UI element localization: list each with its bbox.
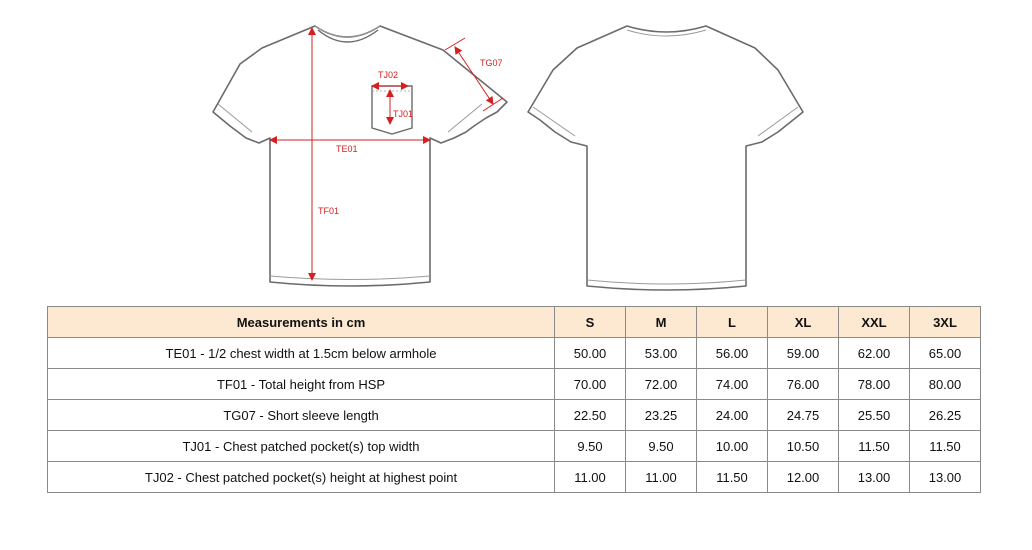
table-header-row [48, 307, 981, 338]
header-measurements: Measurements in cm [48, 307, 555, 338]
table-cell: 9.50 [626, 431, 697, 462]
header-size-l: L [697, 307, 768, 338]
table-cell: 24.00 [697, 400, 768, 431]
table-cell: 10.00 [697, 431, 768, 462]
tg07-tick-top [445, 38, 465, 50]
tj01-label: TJ01 [393, 109, 414, 119]
table-cell: 74.00 [697, 369, 768, 400]
header-size-xl: XL [768, 307, 839, 338]
row-label: TE01 - 1/2 chest width at 1.5cm below armhole [48, 338, 555, 369]
tshirt-back-body [528, 26, 803, 290]
table-row [48, 400, 981, 431]
table-cell: 11.50 [910, 431, 981, 462]
header-size-3xl: 3XL [910, 307, 981, 338]
table-cell: 76.00 [768, 369, 839, 400]
table-cell: 11.50 [839, 431, 910, 462]
table-cell: 72.00 [626, 369, 697, 400]
table-cell: 9.50 [555, 431, 626, 462]
header-size-m: M [626, 307, 697, 338]
table-cell: 59.00 [768, 338, 839, 369]
row-label: TJ01 - Chest patched pocket(s) top width [48, 431, 555, 462]
table-cell: 25.50 [839, 400, 910, 431]
table-cell: 10.50 [768, 431, 839, 462]
table-row [48, 431, 981, 462]
row-label: TF01 - Total height from HSP [48, 369, 555, 400]
header-size-s: S [555, 307, 626, 338]
te01-label: TE01 [336, 144, 358, 154]
table-cell: 13.00 [910, 462, 981, 493]
table-cell: 65.00 [910, 338, 981, 369]
tshirt-back [528, 26, 803, 290]
table-cell: 11.00 [555, 462, 626, 493]
table-cell: 80.00 [910, 369, 981, 400]
table-cell: 22.50 [555, 400, 626, 431]
tshirt-front-body [213, 26, 507, 286]
size-chart-table [47, 306, 981, 493]
table-row [48, 369, 981, 400]
table-cell: 12.00 [768, 462, 839, 493]
table-cell: 11.50 [697, 462, 768, 493]
table-cell: 24.75 [768, 400, 839, 431]
table-cell: 23.25 [626, 400, 697, 431]
table-cell: 26.25 [910, 400, 981, 431]
table-cell: 50.00 [555, 338, 626, 369]
tj02-label: TJ02 [378, 70, 399, 80]
header-size-xxl: XXL [839, 307, 910, 338]
table-cell: 53.00 [626, 338, 697, 369]
tg07-label: TG07 [480, 58, 503, 68]
row-label: TG07 - Short sleeve length [48, 400, 555, 431]
table-cell: 11.00 [626, 462, 697, 493]
table-cell: 78.00 [839, 369, 910, 400]
tshirt-front [213, 26, 507, 286]
table-row [48, 338, 981, 369]
table-cell: 62.00 [839, 338, 910, 369]
tf01-label: TF01 [318, 206, 340, 216]
table-cell: 56.00 [697, 338, 768, 369]
table-cell: 70.00 [555, 369, 626, 400]
table-cell: 13.00 [839, 462, 910, 493]
row-label: TJ02 - Chest patched pocket(s) height at highest point [48, 462, 555, 493]
table-row [48, 462, 981, 493]
